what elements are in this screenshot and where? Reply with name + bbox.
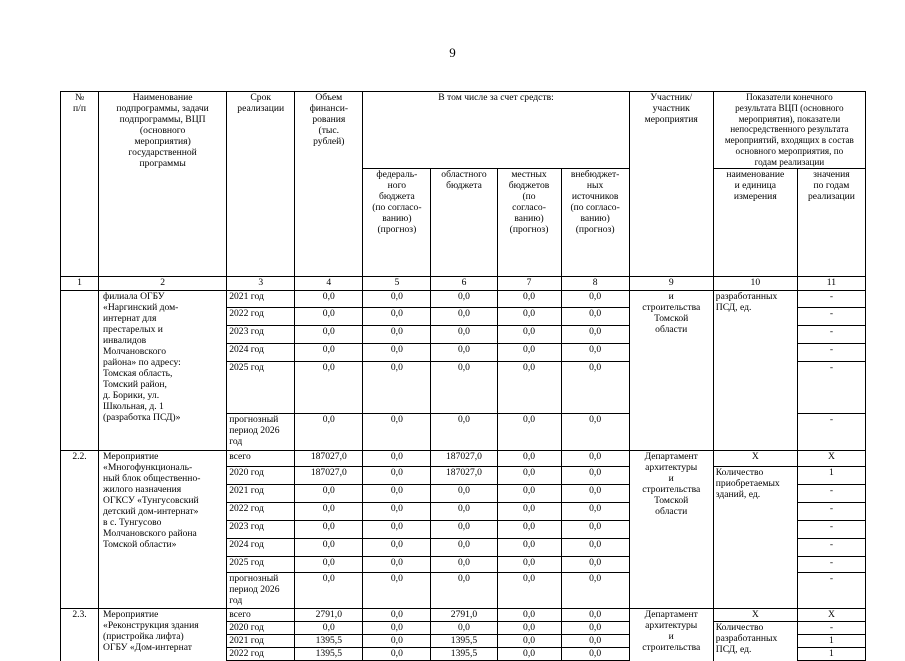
value-fed: 0,0 <box>363 539 431 557</box>
indicator-name: Количество разработанных ПСД, ед. <box>713 622 797 661</box>
column-number: 2 <box>99 277 227 291</box>
value-ext: 0,0 <box>561 414 629 451</box>
period-cell: прогнозный период 2026 год <box>227 573 295 609</box>
value-total: 0,0 <box>295 326 363 344</box>
indicator-value: 1 <box>797 635 865 648</box>
row-number: 2.2. <box>61 451 99 609</box>
measure-name: Мероприятие «Многофункциональ- ный блок общественно- жилого назначения ОГКСУ «Тунгусовский детский дом-интернат» в с. Тунгусово Молчановского района Томской области» <box>99 451 227 609</box>
indicator-value: - <box>797 362 865 414</box>
indicator-value: - <box>797 291 865 308</box>
header-sources: В том числе за счет средств: <box>363 92 629 169</box>
value-reg: 0,0 <box>431 326 497 344</box>
value-loc: 0,0 <box>497 326 561 344</box>
indicator-value: - <box>797 573 865 609</box>
header-row <box>61 92 866 169</box>
value-fed: 0,0 <box>363 344 431 362</box>
value-fed: 0,0 <box>363 635 431 648</box>
value-total: 187027,0 <box>295 467 363 485</box>
value-total: 0,0 <box>295 622 363 635</box>
value-fed: 0,0 <box>363 308 431 326</box>
value-fed: 0,0 <box>363 362 431 414</box>
period-cell: всего <box>227 451 295 467</box>
period-cell: 2024 год <box>227 344 295 362</box>
indicator-name: Количество приобретаемых зданий, ед. <box>713 467 797 609</box>
column-number: 7 <box>497 277 561 291</box>
indicator-value: 1 <box>797 467 865 485</box>
value-total: 0,0 <box>295 485 363 503</box>
value-fed: 0,0 <box>363 622 431 635</box>
value-ext: 0,0 <box>561 326 629 344</box>
value-fed: 0,0 <box>363 609 431 622</box>
value-reg: 0,0 <box>431 414 497 451</box>
value-fed: 0,0 <box>363 467 431 485</box>
value-loc: 0,0 <box>497 467 561 485</box>
header-col6: областного бюджета <box>431 169 497 277</box>
value-loc: 0,0 <box>497 521 561 539</box>
program-table <box>60 91 866 661</box>
value-ext: 0,0 <box>561 648 629 661</box>
value-reg: 0,0 <box>431 622 497 635</box>
indicator-name-x: X <box>713 609 797 622</box>
value-loc: 0,0 <box>497 635 561 648</box>
value-fed: 0,0 <box>363 451 431 467</box>
value-loc: 0,0 <box>497 414 561 451</box>
indicator-value: - <box>797 622 865 635</box>
value-reg: 187027,0 <box>431 451 497 467</box>
value-loc: 0,0 <box>497 609 561 622</box>
value-fed: 0,0 <box>363 521 431 539</box>
value-loc: 0,0 <box>497 308 561 326</box>
column-number: 5 <box>363 277 431 291</box>
indicator-value: - <box>797 503 865 521</box>
value-total: 0,0 <box>295 521 363 539</box>
value-ext: 0,0 <box>561 557 629 573</box>
value-ext: 0,0 <box>561 291 629 308</box>
period-cell: прогнозный период 2026 год <box>227 414 295 451</box>
value-ext: 0,0 <box>561 362 629 414</box>
period-cell: 2024 год <box>227 539 295 557</box>
indicator-name-x: X <box>713 451 797 467</box>
period-cell: 2025 год <box>227 557 295 573</box>
column-number: 1 <box>61 277 99 291</box>
value-total: 0,0 <box>295 503 363 521</box>
participant-cell: Департамент архитектуры и строительства <box>629 609 713 661</box>
value-ext: 0,0 <box>561 521 629 539</box>
measure-name: филиала ОГБУ «Наргинский дом- интернат для престарелых и инвалидов Молчановского района» по адресу: Томская область, Томский район, д. Борики, ул. Школьная, д. 1 (разработка ПСД)» <box>99 291 227 451</box>
header-name: Наименование подпрограммы, задачи подпрограммы, ВЦП (основного мероприятия) государственной программы <box>99 92 227 277</box>
column-number: 4 <box>295 277 363 291</box>
value-reg: 2791,0 <box>431 609 497 622</box>
value-fed: 0,0 <box>363 557 431 573</box>
value-ext: 0,0 <box>561 635 629 648</box>
period-cell: 2022 год <box>227 308 295 326</box>
table-row <box>61 609 866 622</box>
value-fed: 0,0 <box>363 503 431 521</box>
indicator-value: - <box>797 539 865 557</box>
indicator-value: - <box>797 485 865 503</box>
header-participant: Участник/ участник мероприятия <box>629 92 713 277</box>
indicator-value: - <box>797 414 865 451</box>
period-cell: 2022 год <box>227 648 295 661</box>
column-number: 6 <box>431 277 497 291</box>
column-number: 9 <box>629 277 713 291</box>
value-total: 0,0 <box>295 362 363 414</box>
value-total: 2791,0 <box>295 609 363 622</box>
table-row <box>61 291 866 308</box>
header-col11: значения по годам реализации <box>797 169 865 277</box>
column-number: 8 <box>561 277 629 291</box>
row-number: 2.3. <box>61 609 99 661</box>
value-ext: 0,0 <box>561 503 629 521</box>
value-loc: 0,0 <box>497 451 561 467</box>
indicator-name: разработанных ПСД, ед. <box>713 291 797 451</box>
value-loc: 0,0 <box>497 485 561 503</box>
value-total: 0,0 <box>295 291 363 308</box>
participant-cell: и строительства Томской области <box>629 291 713 451</box>
value-reg: 0,0 <box>431 308 497 326</box>
period-cell: 2021 год <box>227 291 295 308</box>
participant-cell: Департамент архитектуры и строительства Томской области <box>629 451 713 609</box>
period-cell: 2023 год <box>227 521 295 539</box>
header-total: Объем финанси- рования (тыс. рублей) <box>295 92 363 277</box>
value-fed: 0,0 <box>363 485 431 503</box>
period-cell: 2020 год <box>227 467 295 485</box>
value-reg: 187027,0 <box>431 467 497 485</box>
value-ext: 0,0 <box>561 308 629 326</box>
value-reg: 1395,5 <box>431 648 497 661</box>
header-num: № п/п <box>61 92 99 277</box>
column-numbers-row <box>61 277 866 291</box>
period-cell: 2021 год <box>227 485 295 503</box>
value-ext: 0,0 <box>561 573 629 609</box>
value-reg: 1395,5 <box>431 635 497 648</box>
column-number: 3 <box>227 277 295 291</box>
value-ext: 0,0 <box>561 485 629 503</box>
value-ext: 0,0 <box>561 622 629 635</box>
value-reg: 0,0 <box>431 362 497 414</box>
value-fed: 0,0 <box>363 414 431 451</box>
period-cell: 2021 год <box>227 635 295 648</box>
period-cell: 2023 год <box>227 326 295 344</box>
value-loc: 0,0 <box>497 557 561 573</box>
value-reg: 0,0 <box>431 521 497 539</box>
value-fed: 0,0 <box>363 291 431 308</box>
value-ext: 0,0 <box>561 451 629 467</box>
indicator-value: - <box>797 344 865 362</box>
header-col5: федераль- ного бюджета (по согласо- ванию) (прогноз) <box>363 169 431 277</box>
value-total: 0,0 <box>295 557 363 573</box>
indicator-value: - <box>797 521 865 539</box>
value-loc: 0,0 <box>497 539 561 557</box>
column-number: 11 <box>797 277 865 291</box>
page-number: 9 <box>449 45 456 60</box>
value-total: 0,0 <box>295 344 363 362</box>
value-reg: 0,0 <box>431 503 497 521</box>
table-row <box>61 451 866 467</box>
value-total: 0,0 <box>295 414 363 451</box>
value-total: 187027,0 <box>295 451 363 467</box>
value-ext: 0,0 <box>561 609 629 622</box>
value-total: 0,0 <box>295 573 363 609</box>
value-total: 0,0 <box>295 308 363 326</box>
indicator-value: 1 <box>797 648 865 661</box>
value-reg: 0,0 <box>431 573 497 609</box>
value-fed: 0,0 <box>363 326 431 344</box>
value-total: 1395,5 <box>295 635 363 648</box>
value-loc: 0,0 <box>497 362 561 414</box>
column-number: 10 <box>713 277 797 291</box>
header-col8: внебюджет- ных источников (по согласо- ванию) (прогноз) <box>561 169 629 277</box>
indicator-value: X <box>797 451 865 467</box>
indicator-value: - <box>797 308 865 326</box>
indicator-value: X <box>797 609 865 622</box>
indicator-value: - <box>797 326 865 344</box>
indicator-value: - <box>797 557 865 573</box>
measure-name: Мероприятие «Реконструкция здания (пристройка лифта) ОГБУ «Дом-интернат <box>99 609 227 661</box>
value-total: 0,0 <box>295 539 363 557</box>
value-reg: 0,0 <box>431 291 497 308</box>
value-loc: 0,0 <box>497 648 561 661</box>
value-reg: 0,0 <box>431 485 497 503</box>
value-reg: 0,0 <box>431 344 497 362</box>
value-loc: 0,0 <box>497 573 561 609</box>
value-loc: 0,0 <box>497 503 561 521</box>
value-ext: 0,0 <box>561 344 629 362</box>
value-loc: 0,0 <box>497 622 561 635</box>
period-cell: 2025 год <box>227 362 295 414</box>
value-fed: 0,0 <box>363 573 431 609</box>
value-ext: 0,0 <box>561 539 629 557</box>
value-fed: 0,0 <box>363 648 431 661</box>
value-total: 1395,5 <box>295 648 363 661</box>
header-period: Срок реализации <box>227 92 295 277</box>
value-loc: 0,0 <box>497 291 561 308</box>
value-reg: 0,0 <box>431 539 497 557</box>
value-loc: 0,0 <box>497 344 561 362</box>
header-indicators: Показатели конечного результата ВЦП (основного мероприятия), показатели непосредственного результата мероприятий, входящих в состав основного мероприятия, по годам реализации <box>713 92 865 169</box>
header-col10: наименование и единица измерения <box>713 169 797 277</box>
period-cell: 2020 год <box>227 622 295 635</box>
period-cell: всего <box>227 609 295 622</box>
row-number <box>61 291 99 451</box>
period-cell: 2022 год <box>227 503 295 521</box>
value-reg: 0,0 <box>431 557 497 573</box>
value-ext: 0,0 <box>561 467 629 485</box>
header-col7: местных бюджетов (по согласо- ванию) (прогноз) <box>497 169 561 277</box>
